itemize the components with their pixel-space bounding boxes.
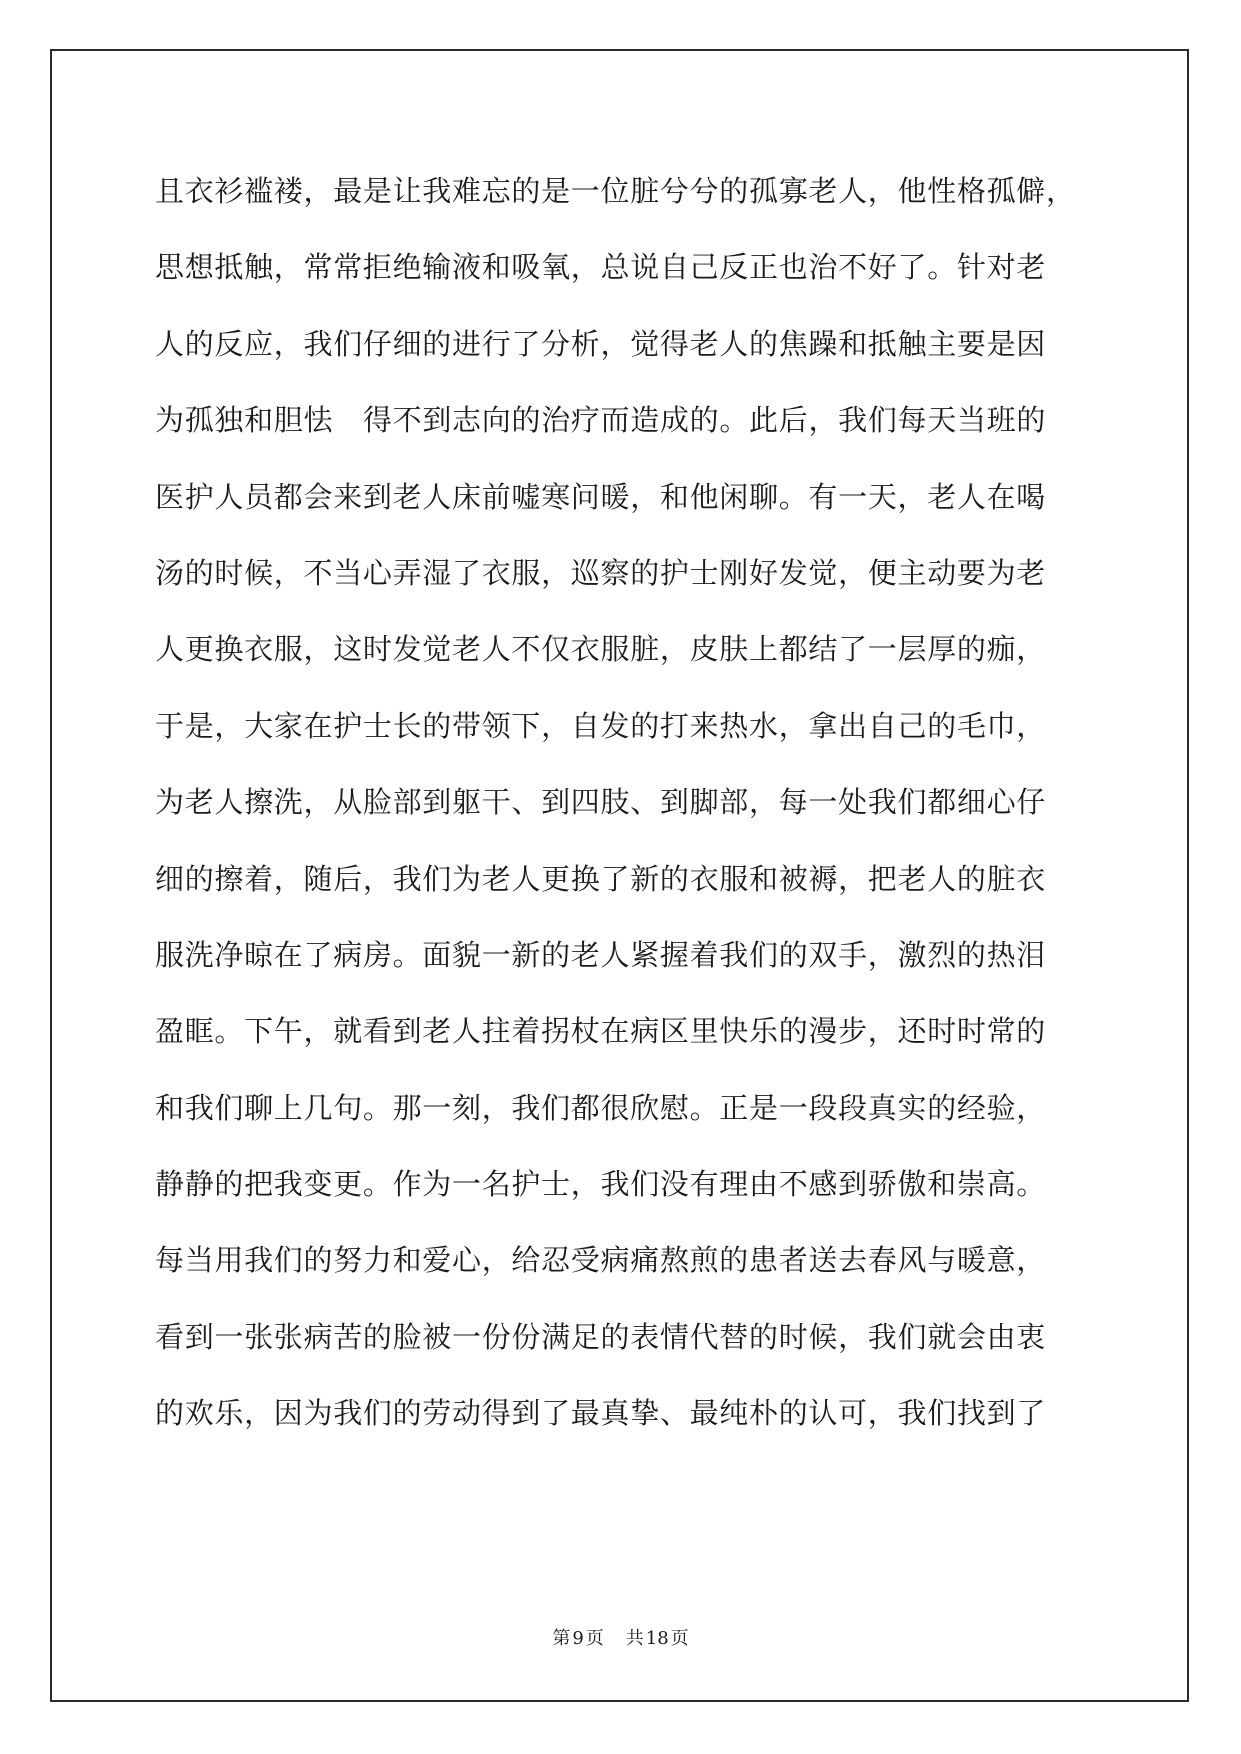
text-line: 细的擦着，随后，我们为老人更换了新的衣服和被褥，把老人的脏衣 (155, 861, 1047, 896)
text-line: 为老人擦洗，从脸部到躯干、到四肢、到脚部，每一处我们都细心仔 (155, 785, 1047, 820)
page-prefix: 第 (552, 1628, 571, 1649)
page-footer (0, 1627, 1241, 1651)
text-line: 服洗净晾在了病房。面貌一新的老人紧握着我们的双手，激烈的热泪 (155, 937, 1047, 972)
page-number: 9 (572, 1628, 584, 1649)
text-line: 和我们聊上几句。那一刻，我们都很欣慰。正是一段段真实的经验， (155, 1090, 1047, 1125)
text-line: 医护人员都会来到老人床前嘘寒问暖，和他闲聊。有一天，老人在喝 (155, 479, 1047, 514)
text-line: 于是，大家在护士长的带领下，自发的打来热水，拿出自己的毛巾， (155, 708, 1047, 743)
text-line: 看到一张张病苦的脸被一份份满足的表情代替的时候，我们就会由衷 (155, 1319, 1047, 1354)
text-line: 思想抵触，常常拒绝输液和吸氧，总说自己反正也治不好了。针对老 (155, 250, 1047, 285)
text-line: 人更换衣服，这时发觉老人不仅衣服脏，皮肤上都结了一层厚的痂， (155, 632, 1047, 667)
text-line: 且衣衫褴褛，最是让我难忘的是一位脏兮兮的孤寡老人，他性格孤僻， (155, 174, 1076, 208)
text-line: 人的反应，我们仔细的进行了分析，觉得老人的焦躁和抵触主要是因 (155, 326, 1047, 361)
total-pages: 18 (645, 1628, 669, 1649)
text-line: 汤的时候，不当心弄湿了衣服，巡察的护士刚好发觉，便主动要为老 (155, 555, 1047, 590)
body-text (155, 153, 1095, 1452)
text-line: 每当用我们的努力和爱心，给忍受病痛熬煎的患者送去春风与暖意， (155, 1243, 1047, 1278)
text-line: 为孤独和胆怯 得不到志向的治疗而造成的。此后，我们每天当班的 (155, 403, 1047, 438)
total-suffix: 页 (670, 1628, 689, 1649)
text-line: 静静的把我变更。作为一名护士，我们没有理由不感到骄傲和崇高。 (155, 1167, 1047, 1202)
total-prefix: 共 (625, 1628, 644, 1649)
text-line: 的欢乐，因为我们的劳动得到了最真挚、最纯朴的认可，我们找到了 (155, 1396, 1047, 1431)
page-suffix: 页 (585, 1628, 604, 1649)
text-line: 盈眶。下午，就看到老人拄着拐杖在病区里快乐的漫步，还时时常的 (155, 1014, 1047, 1049)
